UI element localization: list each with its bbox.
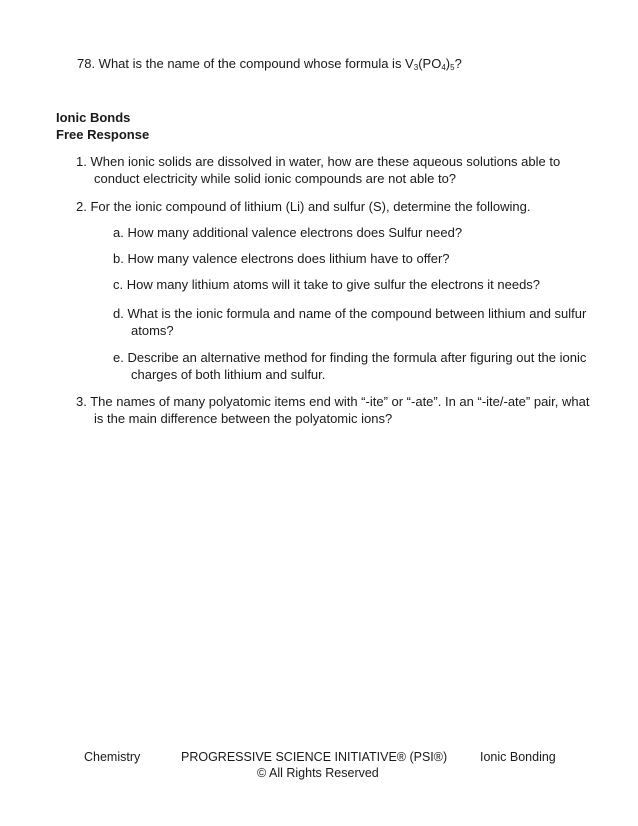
part-letter-d: d.	[113, 306, 124, 321]
question-2e-line1	[113, 349, 586, 366]
section-title: Ionic Bonds	[56, 110, 131, 125]
question-78-text-close: )	[445, 56, 451, 71]
footer-unit: Ionic Bonding	[480, 750, 556, 764]
part-letter-c: c.	[113, 277, 124, 292]
question-2b	[113, 250, 450, 267]
question-2a	[113, 224, 462, 241]
question-3-line1	[76, 393, 589, 410]
section-subtitle: Free Response	[56, 127, 150, 142]
question-1-line1	[76, 153, 560, 170]
part-d-text: What is the ionic formula and name of the compound between lithium and sulfur	[127, 306, 587, 321]
part-letter-e: e.	[113, 350, 124, 365]
part-letter-b: b.	[113, 251, 124, 266]
part-c-text: How many lithium atoms will it take to give sulfur the electrons it needs?	[126, 277, 541, 292]
footer-publisher: PROGRESSIVE SCIENCE INITIATIVE® (PSI®)	[181, 750, 448, 764]
subscript-5: 5	[450, 63, 455, 72]
footer-subject: Chemistry	[84, 750, 141, 764]
part-letter-a: a.	[113, 225, 124, 240]
question-78	[77, 56, 462, 72]
question-3-number: 3.	[76, 394, 87, 409]
question-2d-line2: atoms?	[131, 323, 174, 338]
question-1-line2: conduct electricity while solid ionic compounds are not able to?	[94, 171, 457, 186]
question-2-line1	[76, 198, 531, 215]
question-2d-line1	[113, 305, 586, 322]
question-78-text: 78. What is the name of the compound whose formula is V	[77, 56, 414, 71]
question-1-text: When ionic solids are dissolved in water, how are these aqueous solutions able to	[90, 154, 561, 169]
question-3-text: The names of many polyatomic items end with “-ite” or “-ate”. In an “-ite/-ate” pair, what	[90, 394, 590, 409]
part-e-text: Describe an alternative method for finding the formula after figuring out the ionic	[127, 350, 587, 365]
part-b-text: How many valence electrons does lithium have to offer?	[127, 251, 450, 266]
question-2e-line2: charges of both lithium and sulfur.	[131, 367, 326, 382]
part-a-text: How many additional valence electrons does Sulfur need?	[127, 225, 463, 240]
question-78-text-end: ?	[454, 56, 462, 71]
footer-copyright: © All Rights Reserved	[257, 766, 379, 780]
question-78-text-mid: (PO	[418, 56, 442, 71]
question-3-line2: is the main difference between the polyatomic ions?	[94, 411, 393, 426]
subscript-4: 4	[441, 63, 446, 72]
question-2-number: 2.	[76, 199, 87, 214]
question-1-number: 1.	[76, 154, 87, 169]
question-2c	[113, 276, 540, 293]
subscript-3: 3	[413, 63, 419, 72]
question-2-text: For the ionic compound of lithium (Li) and sulfur (S), determine the following.	[90, 199, 531, 214]
